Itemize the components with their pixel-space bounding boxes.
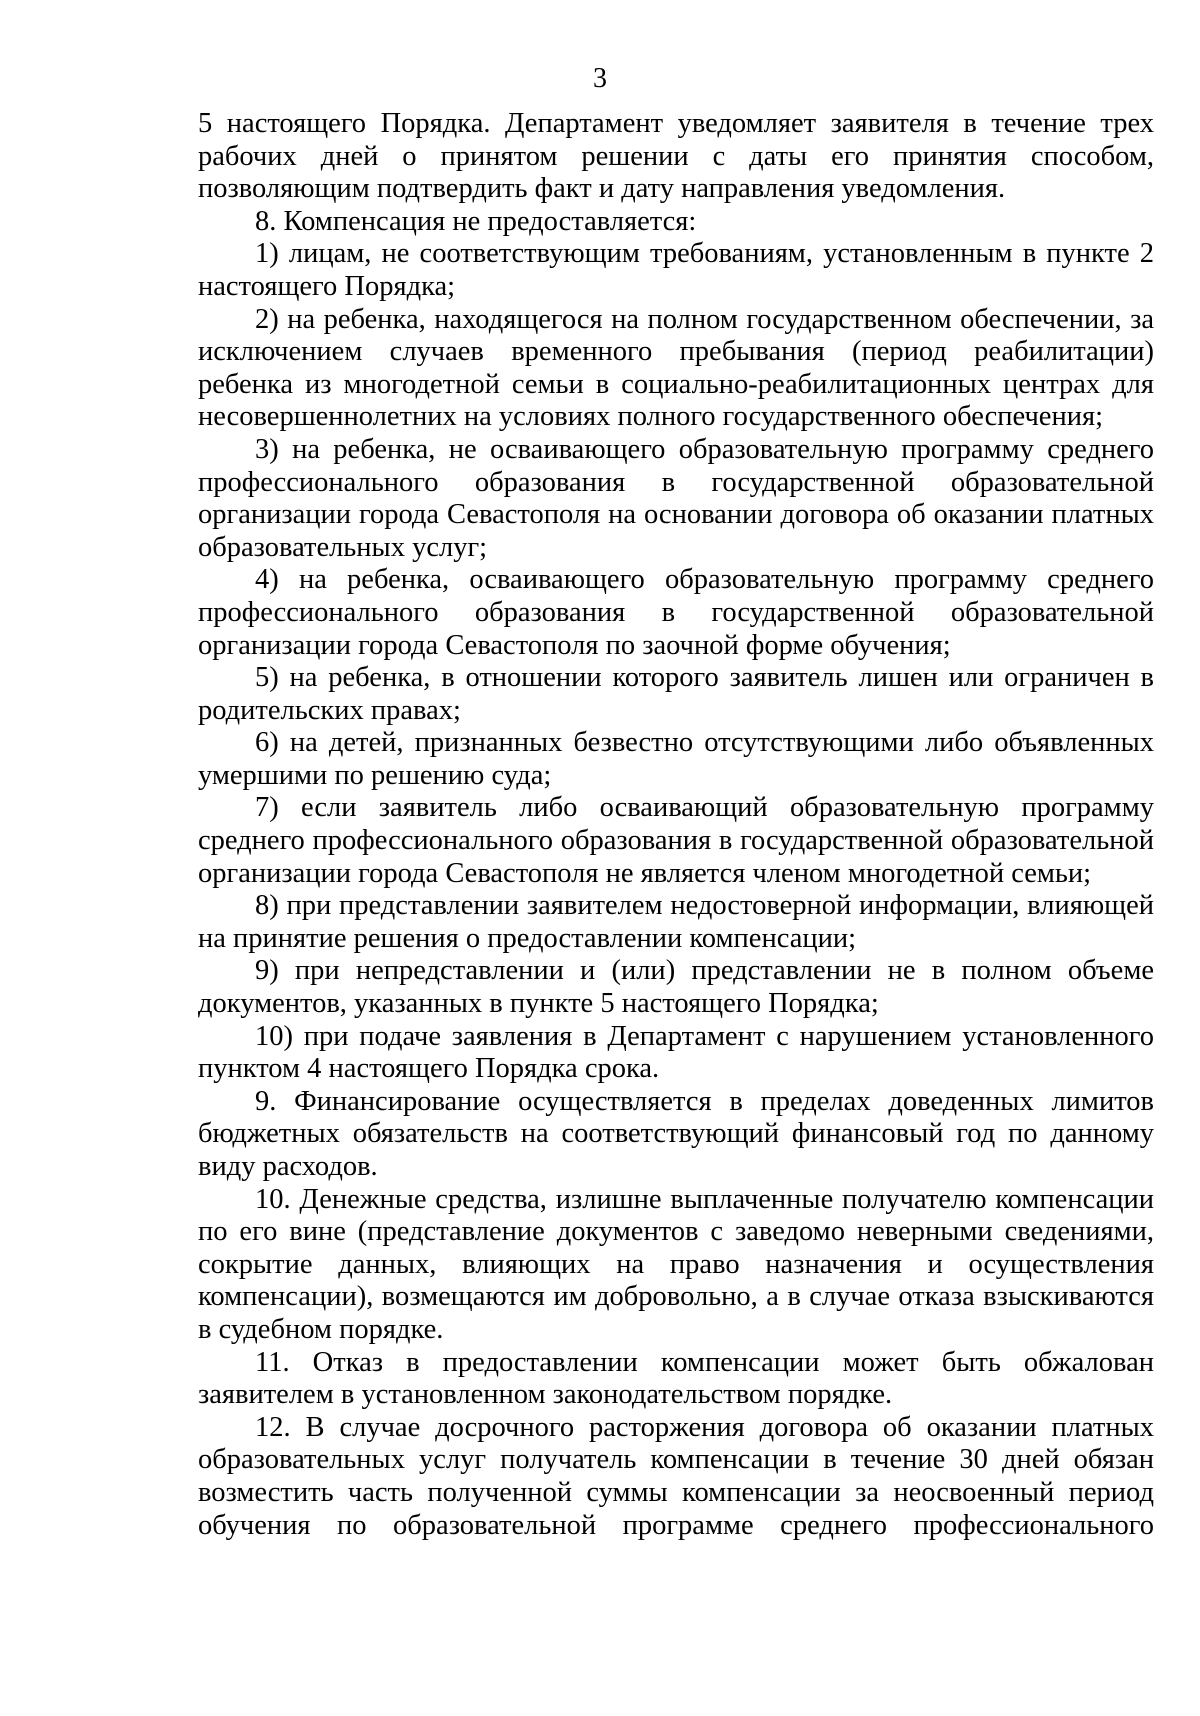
paragraph-item-11: 11. Отказ в предоставлении компенсации может быть обжалован заявителем в установленном законодательством порядке. [198, 1346, 1154, 1411]
page-number: 3 [593, 63, 607, 94]
paragraph-subitem-2: 2) на ребенка, находящегося на полном государственном обеспечении, за исключением случаев временного пребывания (период реабилитации) ребенка из многодетной семьи в социально-реабилитационных центрах для несовершеннолетних на условиях полного государственного обеспечения; [198, 303, 1154, 433]
paragraph-subitem-6: 6) на детей, признанных безвестно отсутствующими либо объявленных умершими по решению суда; [198, 727, 1154, 791]
paragraph-item-12: 12. В случае досрочного расторжения договора об оказании платных образовательных услуг получатель компенсации в течение 30 дней обязан возместить часть полученной суммы компенсации за неосвоенный период обучения по образовательной программе среднего профессионального [198, 1411, 1154, 1541]
document-body [198, 108, 1154, 1542]
paragraph-subitem-1: 1) лицам, не соответствующим требованиям, установленным в пункте 2 настоящего Порядка; [198, 238, 1154, 302]
paragraph-subitem-3: 3) на ребенка, не осваивающего образовательную программу среднего профессионального образования в государственной образовательной организации города Севастополя на основании договора об оказании платных образовательных услуг; [198, 433, 1154, 563]
paragraph-subitem-10: 10) при подаче заявления в Департамент с нарушением установленного пунктом 4 настоящего Порядка срока. [198, 1020, 1154, 1085]
paragraph-subitem-8: 8) при представлении заявителем недостоверной информации, влияющей на принятие решения о предоставлении компенсации; [198, 890, 1154, 954]
paragraph-subitem-7: 7) если заявитель либо осваивающий образовательную программу среднего профессионального образования в государственной образовательной организации города Севастополя не является членом многодетной семьи; [198, 792, 1154, 889]
paragraph-continuation: 5 настоящего Порядка. Департамент уведомляет заявителя в течение трех рабочих дней о принятом решении с даты его принятия способом, позволяющим подтвердить факт и дату направления уведомления. [198, 108, 1154, 205]
paragraph-item-10: 10. Денежные средства, излишне выплаченные получателю компенсации по его вине (представление документов с заведомо неверными сведениями, сокрытие данных, влияющих на право назначения и осуществления компенсации), возмещаются им добровольно, а в случае отказа взыскиваются в судебном порядке. [198, 1183, 1154, 1345]
paragraph-item-9: 9. Финансирование осуществляется в пределах доведенных лимитов бюджетных обязательств на соответствующий финансовый год по данному виду расходов. [198, 1085, 1154, 1182]
paragraph-subitem-9: 9) при непредставлении и (или) представлении не в полном объеме документов, указанных в пункте 5 настоящего Порядка; [198, 955, 1154, 1020]
paragraph-subitem-4: 4) на ребенка, осваивающего образовательную программу среднего профессионального образования в государственной образовательной организации города Севастополя по заочной форме обучения; [198, 564, 1154, 661]
paragraph-subitem-5: 5) на ребенка, в отношении которого заявитель лишен или ограничен в родительских правах; [198, 662, 1154, 726]
paragraph-item-8: 8. Компенсация не предоставляется: [255, 205, 697, 237]
